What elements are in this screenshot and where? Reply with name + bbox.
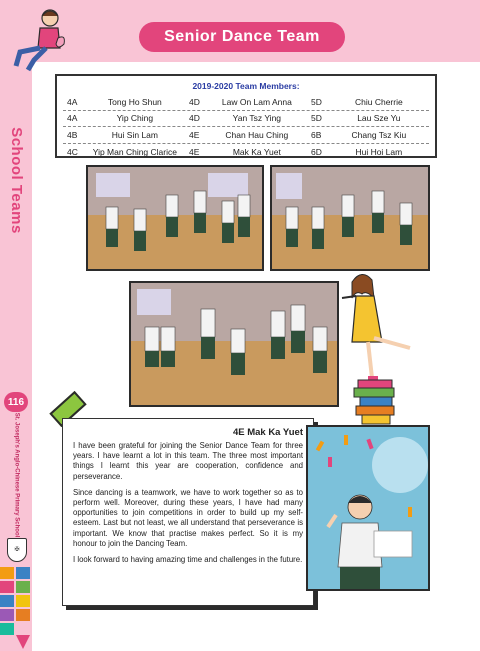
- color-blocks-decoration: [0, 565, 32, 651]
- page-title: Senior Dance Team: [139, 22, 345, 52]
- stacked-books-illustration: [350, 376, 400, 426]
- members-row: [63, 127, 429, 144]
- member-name: Yip Man Ching Clarice: [92, 146, 177, 157]
- member-name: Hui Hoi Lam: [355, 146, 403, 157]
- member-class: 4D: [189, 113, 200, 124]
- member-class: 4C: [67, 146, 78, 157]
- story-paragraph: Since dancing is a teamwork, we have to work together so as to perform well. Moreover, during these years, I have had many opportunities to join competitions in order to build up my self-esteem. Last but not least, we all understand that perseverance is important. We know that practise makes perfect. So it is my honour to join the Dancing Team.: [73, 487, 303, 548]
- member-name: Yip Ching: [116, 113, 154, 124]
- story-paragraph: I have been grateful for joining the Senior Dance Team for three years. I have learnt a lot in this team. The three most important things I learnt this year are cooperation, confidence and perseverance.: [73, 441, 303, 481]
- girl-sitting-illustration: [6, 4, 68, 74]
- member-class: 4B: [67, 129, 78, 140]
- member-class: 4E: [189, 146, 200, 157]
- team-photo-3: [129, 281, 339, 407]
- member-name: Law On Lam Anna: [221, 96, 292, 107]
- side-title-text: School Teams: [7, 126, 25, 234]
- member-name: Yan Tsz Ying: [232, 113, 282, 124]
- school-crest-icon: ✠: [7, 538, 27, 562]
- page-number: 116: [4, 392, 28, 412]
- story-author: 4E Mak Ka Yuet: [232, 427, 303, 438]
- members-row: [63, 111, 429, 128]
- student-photo: [306, 425, 430, 591]
- member-class: 4D: [189, 96, 200, 107]
- member-class: 5D: [311, 96, 322, 107]
- team-photo-2: [270, 165, 430, 271]
- member-name: Chiu Cherrie: [354, 96, 403, 107]
- member-name: Chan Hau Ching: [225, 129, 289, 140]
- member-class: 5D: [311, 113, 322, 124]
- member-name: Chang Tsz Kiu: [351, 129, 407, 140]
- member-name: Mak Ka Yuet: [232, 146, 281, 157]
- member-class: 6B: [311, 129, 322, 140]
- story-paragraph: I look forward to having amazing time and challenges in the future.: [73, 555, 303, 565]
- side-title: [4, 105, 28, 255]
- member-class: 4A: [67, 113, 78, 124]
- team-members-box: [55, 74, 437, 158]
- school-name: [4, 412, 28, 538]
- members-heading: 2019-2020 Team Members:: [192, 81, 300, 91]
- members-row: [63, 144, 429, 161]
- story-box: [62, 418, 314, 606]
- member-name: Lau Sze Yu: [357, 113, 401, 124]
- member-name: Tong Ho Shun: [107, 96, 162, 107]
- school-name-text: St. Joseph's Anglo-Chinese Primary School: [13, 412, 20, 538]
- member-class: 6D: [311, 146, 322, 157]
- member-class: 4A: [67, 96, 78, 107]
- member-name: Hui Sin Lam: [111, 129, 158, 140]
- team-photo-1: [86, 165, 264, 271]
- member-class: 4E: [189, 129, 200, 140]
- members-row: [63, 94, 429, 111]
